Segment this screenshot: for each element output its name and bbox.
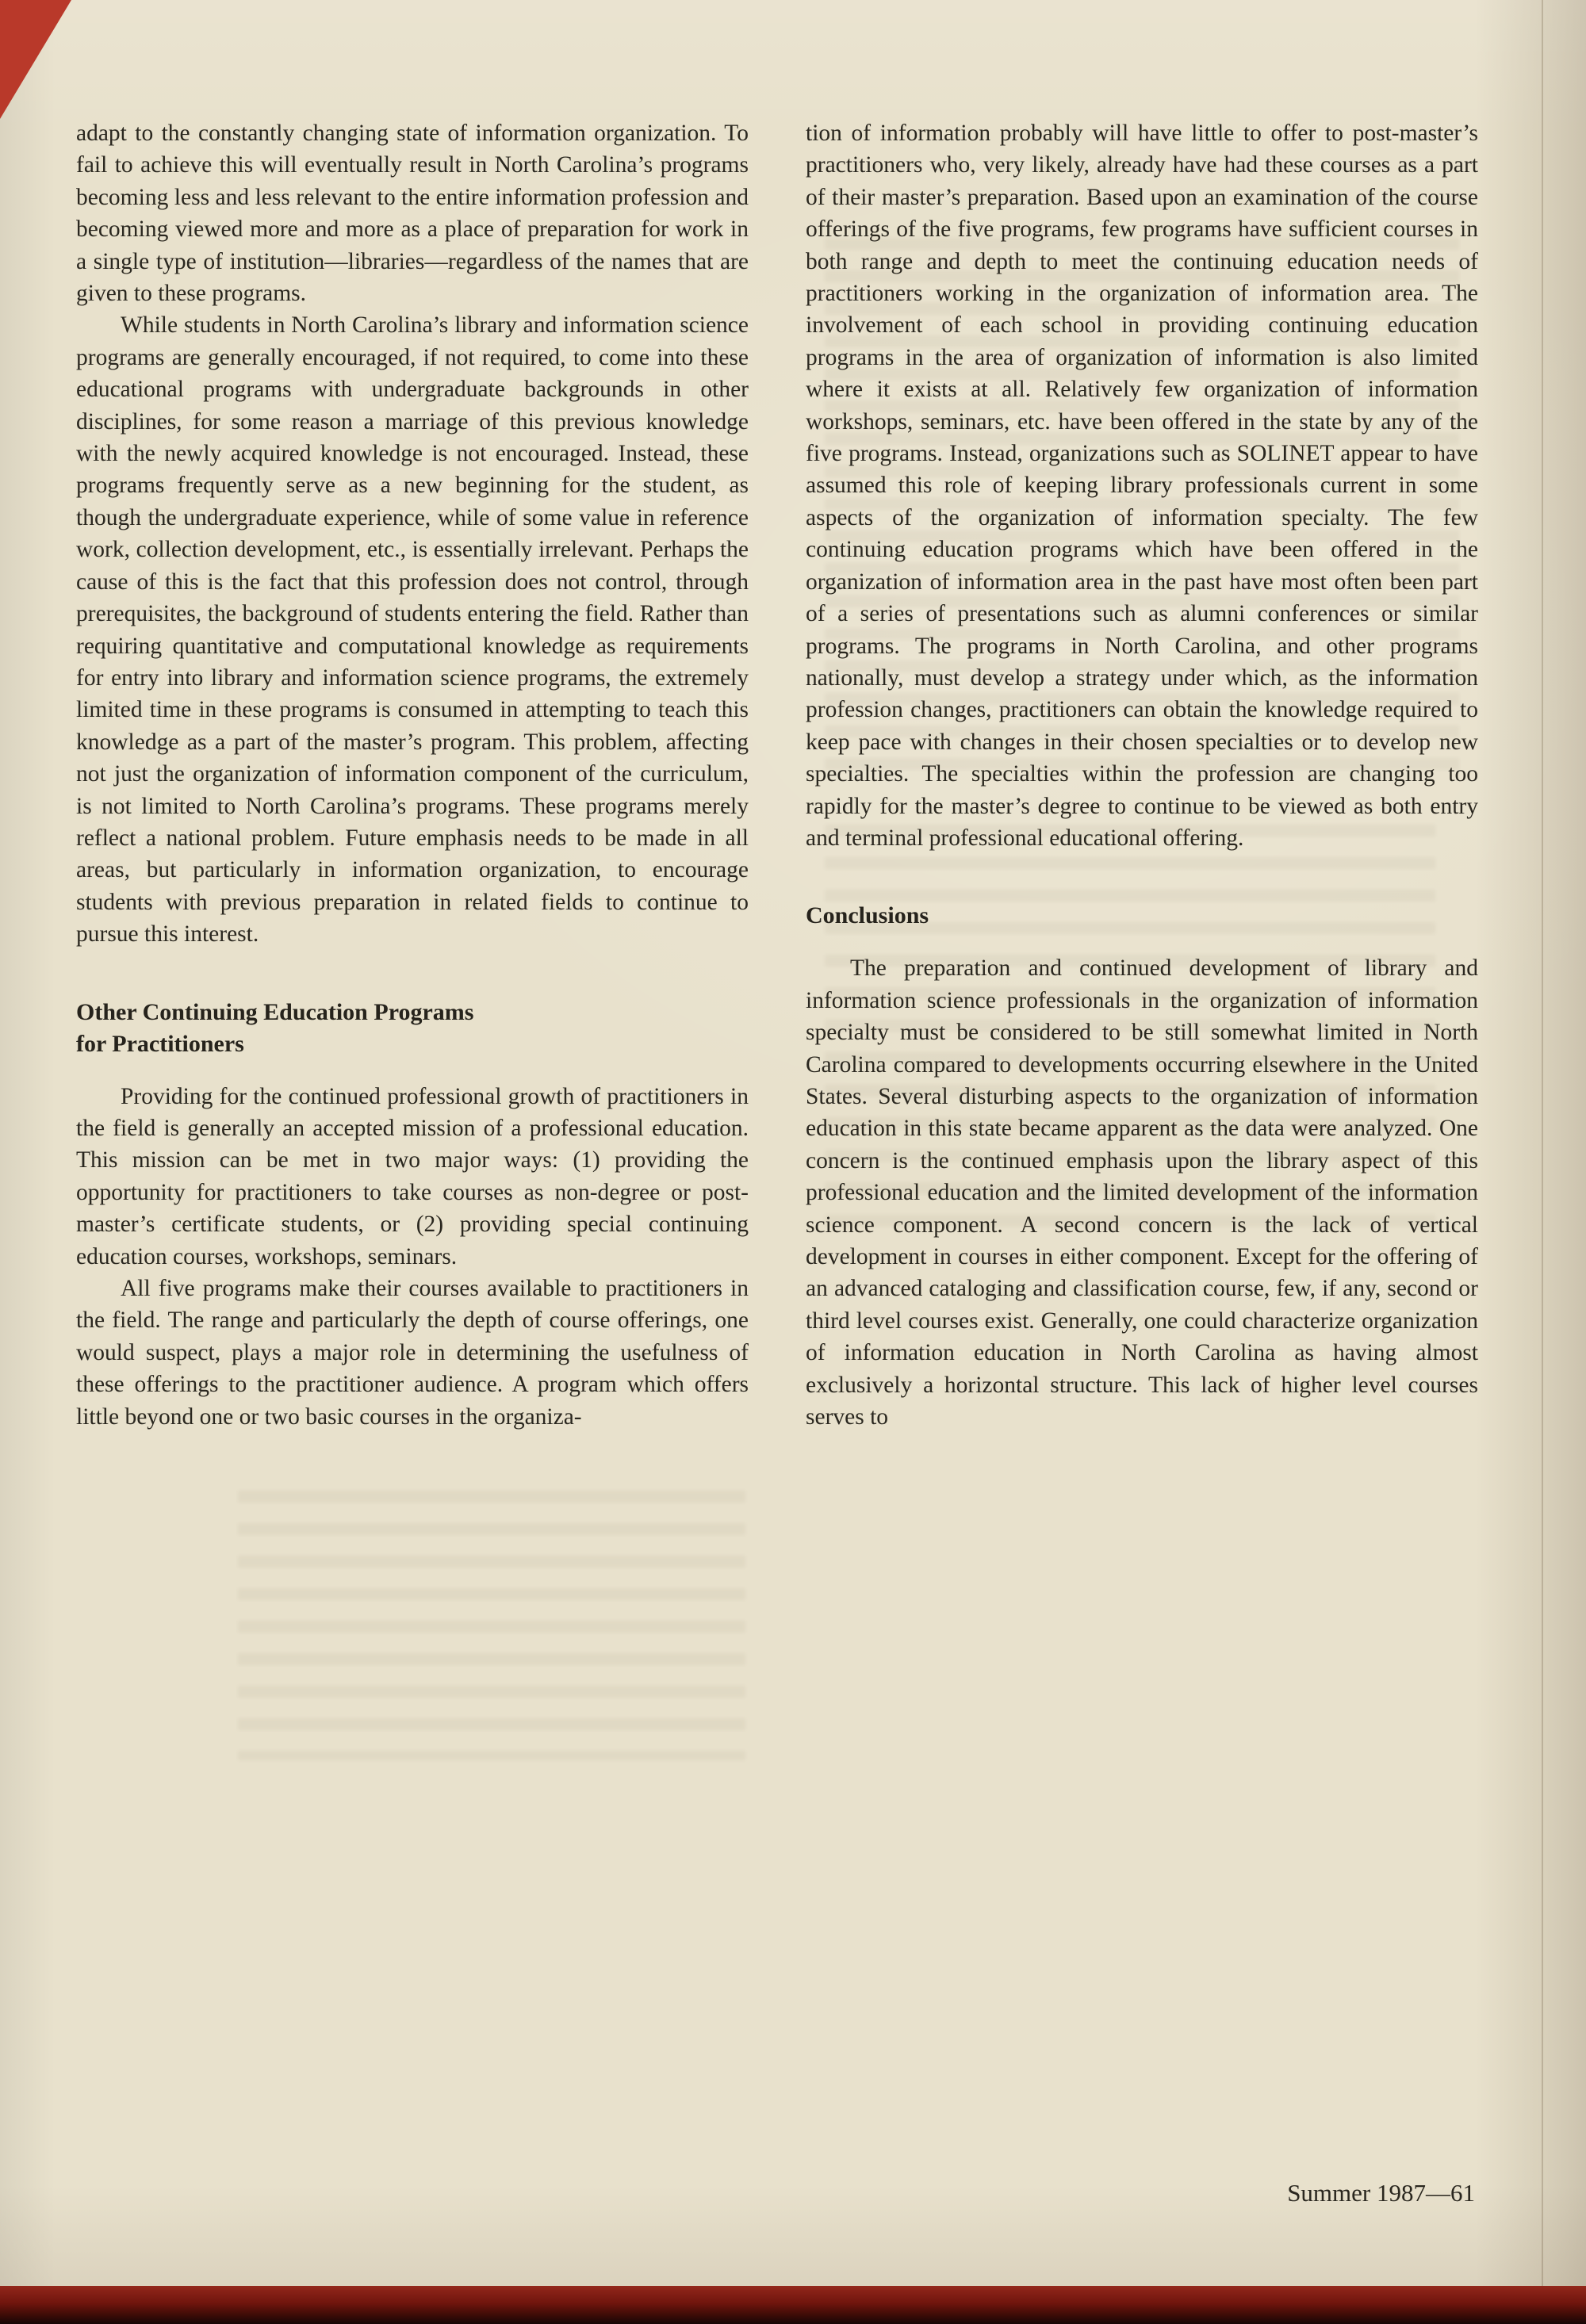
heading-line: for Practitioners — [76, 1030, 244, 1057]
paragraph-continuation: adapt to the constantly changing state of information organization. To fail to achieve this will eventually result in North Carolina’s programs becoming less and less relevant to the entire information profession and becoming viewed more and more as a place of preparation for work in a single type of institution—libraries—regardless of the names that are given to these programs. — [76, 121, 749, 307]
bleed-through-artifact — [238, 1491, 745, 1760]
section-heading-conclusions: Conclusions — [806, 902, 929, 929]
section-heading-continuing-education — [76, 997, 749, 1060]
right-column — [806, 117, 1478, 1433]
text-columns — [76, 117, 1478, 1433]
page-gutter-line — [1542, 0, 1543, 2324]
paragraph-all-five: All five programs make their courses available to practitioners in the field. The range and particularly the depth of course offerings, one would suspect, plays a major role in determining the usefulness of these offerings to the practitioner audience. A program which offers little beyond one or two basic courses in the organiza- — [76, 1276, 749, 1430]
scan-artifact-bottom-strip — [0, 2286, 1586, 2324]
paragraph-continuation: tion of information probably will have little to offer to post-master’s practitioners who, very likely, already have had these courses as a part of their master’s preparation. Based upon an examination of the course offerings of the five programs, few programs have sufficient courses in both range and depth to meet the continuing education needs of practitioners working in the organization of information area. The involvement of each school in providing continuing education programs in the area of organization of information is also limited where it exists at all. Relatively few organization of information workshops, seminars, etc. have been offered in the state by any of the five programs. Instead, organizations such as SOLINET appear to have assumed this role of keeping library professionals current in some aspects of the organization of information specialty. The few continuing education programs which have been offered in the organization of information area in the past have most often been part of a series of presentations such as alumni conferences or similar programs. The programs in North Carolina, and other programs nationally, must develop a strategy under which, as the information profession changes, practitioners can obtain the knowledge required to keep pace with changes in their chosen specialties or to develop new specialties. The specialties within the profession are changing too rapidly for the master’s degree to continue to be viewed as both entry and terminal professional educational offering. — [806, 121, 1478, 851]
paragraph-providing: Providing for the continued professional growth of practitioners in the field is generally an accepted mission of a professional education. This mission can be met in two major ways: (1) providing the opportunity for practitioners to take courses as non-degree or post-master’s certificate students, or (2) providing special continuing education courses, workshops, seminars. — [76, 1083, 749, 1269]
scan-artifact-corner — [0, 0, 71, 119]
left-column — [76, 117, 749, 1433]
page-footer: Summer 1987—61 — [1287, 2179, 1475, 2207]
paragraph-students: While students in North Carolina’s library and information science programs are generally encouraged, if not required, to come into these educational programs with undergraduate backgrounds in other disciplines, for some reason a marriage of this previous knowledge with the newly acquired knowledge is not encouraged. Instead, these programs frequently serve as a new beginning for the student, as though the undergraduate experience, while of some value in reference work, collection development, etc., is essentially irrelevant. Perhaps the cause of this is the fact that this profession does not control, through prerequisites, the background of students entering the field. Rather than requiring quantitative and computational knowledge as requirements for entry into library and information science programs, the extremely limited time in these programs is consumed in attempting to teach this knowledge as a part of the master’s program. This problem, affecting not just the organization of information component of the curriculum, is not limited to North Carolina’s programs. These programs merely reflect a national problem. Future emphasis needs to be made in all areas, but particularly in information organization, to encourage students with previous preparation in related fields to continue to pursue this interest. — [76, 312, 749, 948]
heading-line: Other Continuing Education Programs — [76, 998, 474, 1025]
paragraph-conclusions: The preparation and continued development of library and information science professionals in the organization of information specialty must be considered to be still somewhat limited in North Carolina compared to developments occurring elsewhere in the United States. Several disturbing aspects to the organization of information education in this state became apparent as the data were analyzed. One concern is the continued emphasis upon the library aspect of this professional education and the limited development of the information science component. A second concern is the lack of vertical development in courses in either component. Except for the offering of an advanced cataloging and classification course, few, if any, second or third level courses exist. Generally, one could characterize organization of information education in North Carolina as having almost exclusively a horizontal structure. This lack of higher level courses serves to — [806, 955, 1478, 1430]
